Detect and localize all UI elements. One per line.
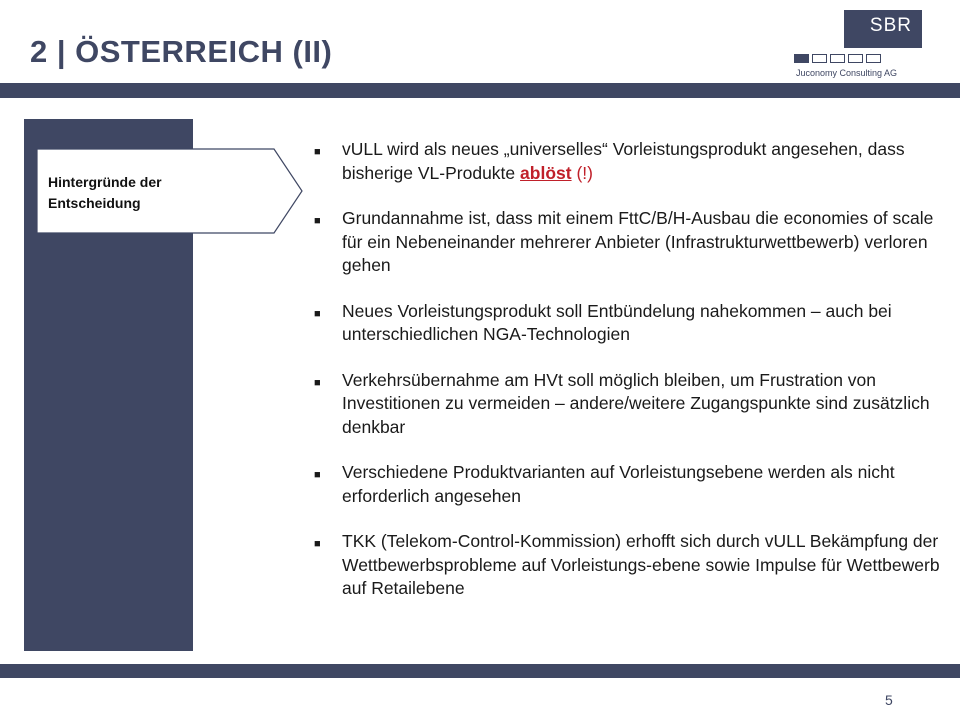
top-divider-bar [0,83,960,98]
section-tag-line1: Hintergründe der [48,174,162,190]
bullet-item [312,530,942,601]
logo-company-name: Juconomy Consulting AG [796,68,898,78]
bottom-divider-bar [0,664,960,678]
bullet-text: Grundannahme ist, dass mit einem FttC/B/H-Ausbau die economies of scale für ein Nebeneinander mehrerer Anbieter (Infrastrukturwettbewerb) verloren gehen [342,208,934,275]
square-bullet-icon: ■ [314,538,321,550]
bullet-text: Verschiedene Produktvarianten auf Vorleistungsebene werden als nicht erforderlich angesehen [342,462,895,506]
square-bullet-icon: ■ [314,146,321,158]
square-bullet-icon: ■ [314,376,321,389]
slide-title: 2 | ÖSTERREICH (II) [30,34,333,69]
bullet-list [312,138,942,601]
bullet-text-suffix: (!) [571,162,593,183]
square-bullet-icon: ■ [314,215,321,227]
bullet-text: vULL wird als neues „universelles“ Vorleistungsprodukt angesehen, dass bisherige VL-Produkte [342,139,905,183]
page-number: 5 [885,692,893,708]
highlight-link[interactable]: ablöst [520,162,572,183]
bullet-item [312,369,942,440]
bullet-text: Neues Vorleistungsprodukt soll Entbündelung nahekommen – auch bei unterschiedlichen NGA-Technologien [342,300,892,344]
section-tag-line2: Entscheidung [48,195,141,211]
bullet-item [312,207,942,278]
company-logo [792,10,922,78]
bullet-item [312,138,942,185]
logo-brand: SBR [844,10,922,48]
bullet-text: Verkehrsübernahme am HVt soll möglich bleiben, um Frustration von Investitionen zu vermeiden – andere/weitere Zugangspunkte sind zusätzlich denkbar [342,369,930,437]
bullet-item [312,461,942,508]
square-blocks-icon [794,54,881,63]
bullet-item [312,300,942,347]
square-bullet-icon: ■ [314,307,321,320]
section-tag [48,172,228,214]
bullet-text: TKK (Telekom-Control-Kommission) erhofft sich durch vULL Bekämpfung der Wettbewerbsprobleme auf Vorleistungs-ebene sowie Impulse für Wettbewerb auf Retailebene [342,531,940,598]
square-bullet-icon: ■ [314,469,321,481]
